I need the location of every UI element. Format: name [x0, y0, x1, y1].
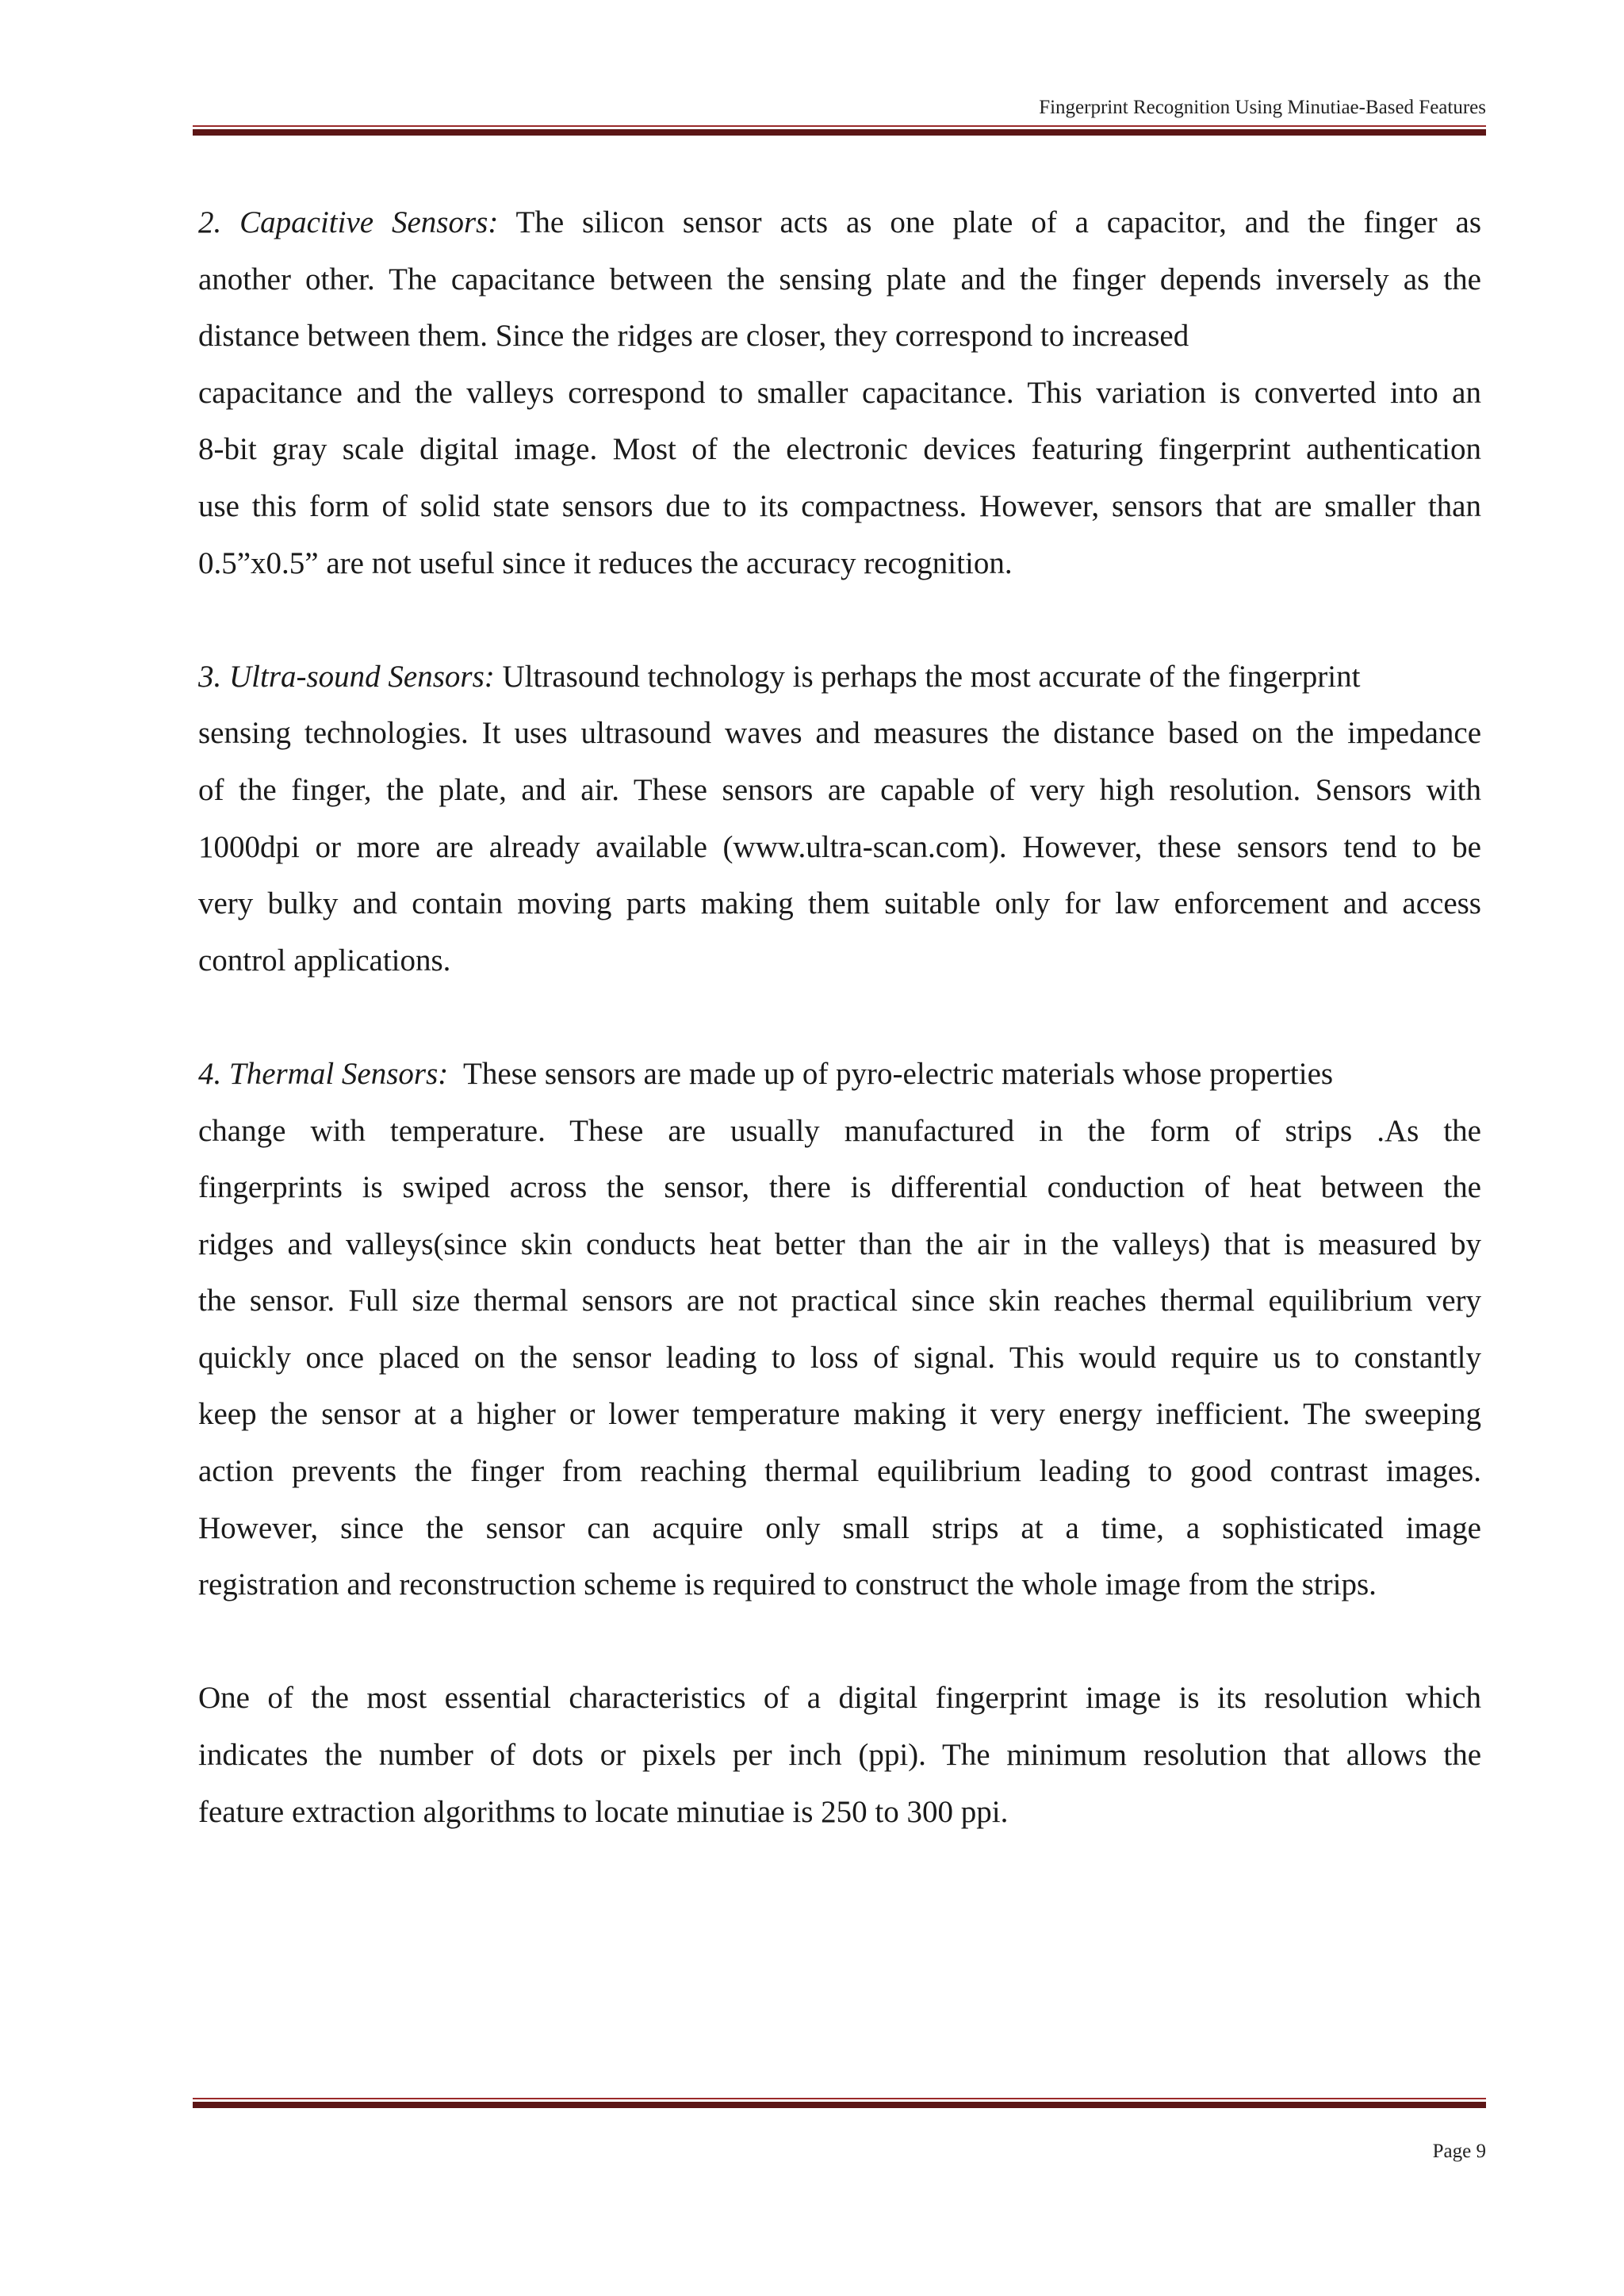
page-body	[198, 194, 1481, 1897]
text-line: One of the most essential characteristics of a digital fingerprint image is its resolution which	[198, 1681, 1481, 1716]
text-line: 1000dpi or more are already available (www.ultra-scan.com). However, these sensors tend to be	[198, 829, 1481, 864]
text-line: 8-bit gray scale digital image. Most of the electronic devices featuring fingerprint authentication	[198, 432, 1481, 467]
text-line	[198, 649, 1481, 706]
paragraph-thermal-sensors	[198, 1046, 1481, 1613]
text-line: the sensor. Full size thermal sensors are not practical since skin reaches thermal equilibrium very	[198, 1284, 1481, 1318]
header-rule	[193, 125, 1486, 136]
page-number: Page 9	[1432, 2141, 1486, 2162]
section-heading: 4. Thermal Sensors:	[198, 1056, 449, 1091]
text-line: of the finger, the plate, and air. These sensors are capable of very high resolution. Sensors with	[198, 772, 1481, 807]
text-line: fingerprints is swiped across the sensor, there is differential conduction of heat between the	[198, 1170, 1481, 1205]
footer-rule	[193, 2098, 1486, 2108]
text-span: The silicon sensor acts as one plate of a capacitor, and the finger as	[498, 205, 1481, 239]
text-line: action prevents the finger from reaching thermal equilibrium leading to good contrast images.	[198, 1454, 1481, 1489]
text-line: keep the sensor at a higher or lower temperature making it very energy inefficient. The sweeping	[198, 1397, 1481, 1432]
text-line: However, since the sensor can acquire only small strips at a time, a sophisticated image	[198, 1510, 1481, 1545]
running-header: Fingerprint Recognition Using Minutiae-Based Features	[1039, 97, 1486, 118]
text-line: indicates the number of dots or pixels per inch (ppi). The minimum resolution that allows the	[198, 1738, 1481, 1773]
text-line: another other. The capacitance between the sensing plate and the finger depends inversely as the	[198, 262, 1481, 297]
text-line: use this form of solid state sensors due to its compactness. However, sensors that are smaller than	[198, 488, 1481, 523]
text-line	[198, 194, 1481, 251]
text-line: change with temperature. These are usually manufactured in the form of strips .As the	[198, 1113, 1481, 1148]
text-line: very bulky and contain moving parts making them suitable only for law enforcement and access	[198, 886, 1481, 921]
paragraph-ultrasound-sensors	[198, 649, 1481, 989]
text-line: quickly once placed on the sensor leading to loss of signal. This would require us to constantly	[198, 1340, 1481, 1375]
text-line	[198, 1046, 1481, 1103]
text-line: distance between them. Since the ridges are closer, they correspond to increased	[198, 319, 1189, 354]
text-line: capacitance and the valleys correspond to smaller capacitance. This variation is converted into an	[198, 375, 1481, 410]
section-heading: 3. Ultra-sound Sensors:	[198, 659, 495, 694]
text-line: control applications.	[198, 943, 451, 978]
text-line: 0.5”x0.5” are not useful since it reduces the accuracy recognition.	[198, 545, 1013, 580]
text-span: Ultrasound technology is perhaps the most accurate of the fingerprint	[494, 659, 1361, 694]
text-span: These sensors are made up of pyro-electric materials whose properties	[448, 1056, 1334, 1091]
paragraph-resolution	[198, 1670, 1481, 1840]
section-heading: 2. Capacitive Sensors:	[198, 205, 499, 239]
text-line: sensing technologies. It uses ultrasound waves and measures the distance based on the impedance	[198, 716, 1481, 751]
paragraph-capacitive-sensors	[198, 194, 1481, 591]
text-line: feature extraction algorithms to locate minutiae is 250 to 300 ppi.	[198, 1794, 1009, 1829]
text-line: registration and reconstruction scheme is required to construct the whole image from the strips.	[198, 1567, 1377, 1602]
text-line: ridges and valleys(since skin conducts heat better than the air in the valleys) that is measured by	[198, 1226, 1481, 1261]
